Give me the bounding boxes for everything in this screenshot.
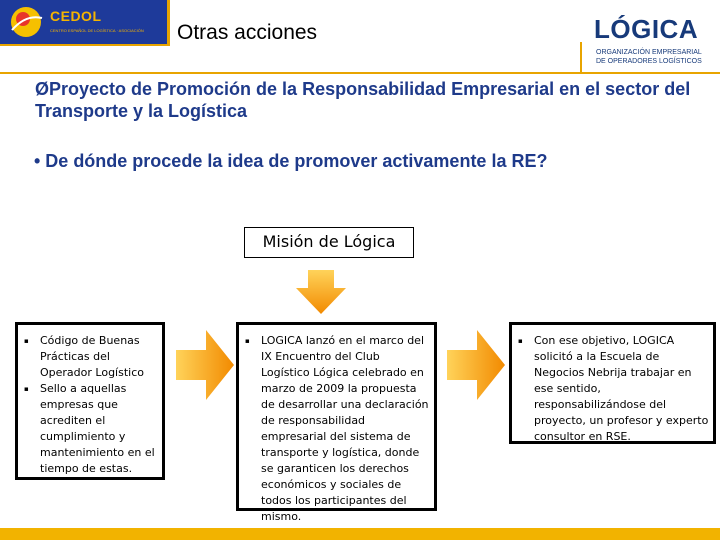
bullet-icon: ▪ <box>24 337 29 345</box>
list-item <box>512 333 709 445</box>
cedol-logo <box>0 0 170 46</box>
footer-bar <box>0 528 720 540</box>
info-box-left <box>15 322 165 480</box>
logica-tagline <box>596 48 702 66</box>
project-heading: ØProyecto de Promoción de la Responsabilidad Empresarial en el sector del Transporte y la Logística <box>35 79 691 121</box>
logica-logo <box>594 14 714 74</box>
cedol-logo-text: CEDOL <box>50 8 102 24</box>
list-item-text: Sello a aquellas empresas que acrediten el cumplimiento y mantenimiento en el tiempo de estas. <box>40 382 155 475</box>
question-bullet: • De dónde procede la idea de promover activamente la RE? <box>34 151 548 171</box>
cedol-tagline: CENTRO ESPAÑOL DE LOGÍSTICA · ASOCIACIÓN <box>50 28 144 33</box>
mission-box: Misión de Lógica <box>244 227 414 258</box>
cedol-globe-icon <box>8 4 44 40</box>
list-item-text: Código de Buenas Prácticas del Operador Logístico <box>40 334 144 379</box>
list-item-text: Con ese objetivo, LOGICA solicitó a la Escuela de Negocios Nebrija trabajar en ese sentido, responsabilizándose del proyecto, un profesor y experto consultor en RSE. <box>534 334 709 443</box>
info-box-right <box>509 322 716 444</box>
header-divider <box>0 72 720 74</box>
list-item-text: LOGICA lanzó en el marco del IX Encuentro del Club Logístico Lógica celebrado en marzo de 2009 la propuesta de desarrollar una declaración de responsabilidad empresarial del sistema de transporte y logística, donde se garanticen los derechos económicos y sociales de todos los participantes del mismo. <box>261 334 429 523</box>
list-item <box>239 333 430 525</box>
bullet-icon: ▪ <box>518 337 523 345</box>
info-box-center <box>236 322 437 523</box>
logica-logo-text: LÓGICA <box>594 14 699 44</box>
logica-tagline-line-1: ORGANIZACIÓN EMPRESARIAL <box>596 49 702 56</box>
bullet-icon: ▪ <box>245 337 250 345</box>
page-title: Otras acciones <box>177 21 318 44</box>
bullet-icon: ▪ <box>24 385 29 393</box>
right-arrow-icon <box>176 330 234 400</box>
list-item <box>18 381 157 477</box>
logica-tagline-line-2: DE OPERADORES LOGÍSTICOS <box>596 58 702 65</box>
header-vertical-divider <box>580 42 582 72</box>
down-arrow-icon <box>296 270 346 314</box>
list-item <box>18 333 157 381</box>
right-arrow-icon <box>447 330 505 400</box>
